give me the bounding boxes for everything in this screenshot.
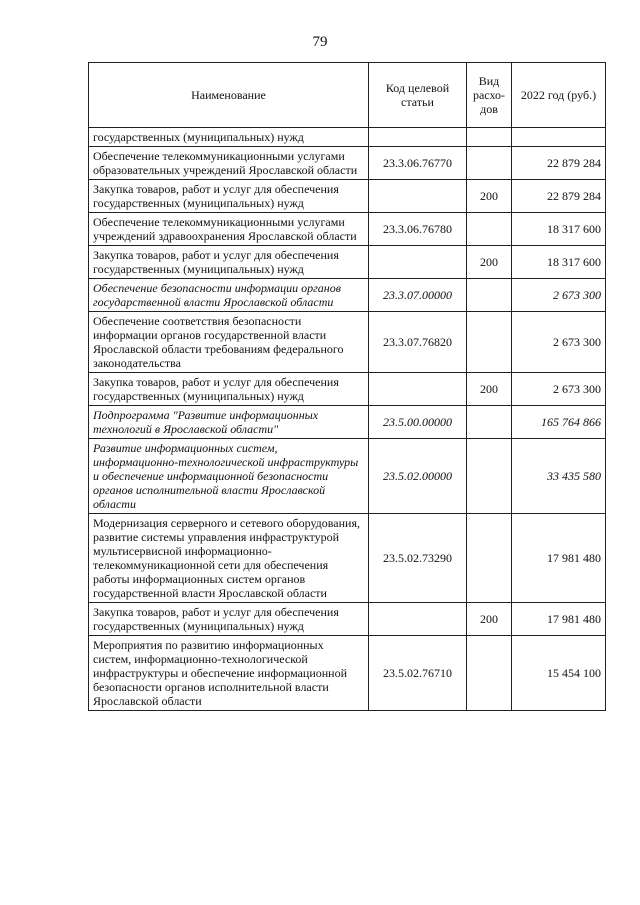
row-code-cell: 23.3.06.76780 — [368, 213, 466, 246]
table-row — [89, 279, 606, 312]
row-vid-cell — [467, 406, 512, 439]
row-vid-cell: 200 — [467, 603, 512, 636]
row-vid-cell — [467, 514, 512, 603]
row-amount-cell: 2 673 300 — [511, 279, 605, 312]
table-row — [89, 636, 606, 711]
row-vid-cell — [467, 636, 512, 711]
header-name: Наименование — [89, 63, 369, 128]
row-vid-cell — [467, 439, 512, 514]
row-code-cell: 23.5.02.76710 — [368, 636, 466, 711]
row-amount-cell: 2 673 300 — [511, 312, 605, 373]
row-vid-cell — [467, 279, 512, 312]
row-vid-cell: 200 — [467, 373, 512, 406]
table-row — [89, 128, 606, 147]
header-vid: Вид расхо-дов — [467, 63, 512, 128]
row-name-cell: Мероприятия по развитию информационных систем, информационно-технологической инфраструктуры и обеспечение информационной безопасности органов исполнительной власти Ярославской области — [89, 636, 369, 711]
row-name-cell: Модернизация серверного и сетевого оборудования, развитие системы управления инфраструктурой мультисервисной информационно-телекоммуникационной сети для обеспечения работы информационных систем органов государственной власти Ярославской области — [89, 514, 369, 603]
row-amount-cell: 18 317 600 — [511, 213, 605, 246]
row-code-cell: 23.3.07.00000 — [368, 279, 466, 312]
table-row — [89, 246, 606, 279]
row-name-cell: государственных (муниципальных) нужд — [89, 128, 369, 147]
table-row — [89, 439, 606, 514]
row-vid-cell — [467, 128, 512, 147]
table-row — [89, 514, 606, 603]
table-body — [89, 128, 606, 711]
row-code-cell — [368, 603, 466, 636]
row-vid-cell — [467, 147, 512, 180]
row-code-cell — [368, 128, 466, 147]
row-amount-cell: 22 879 284 — [511, 147, 605, 180]
row-vid-cell — [467, 213, 512, 246]
row-code-cell: 23.5.00.00000 — [368, 406, 466, 439]
row-name-cell: Обеспечение телекоммуникационными услугами учреждений здравоохранения Ярославской области — [89, 213, 369, 246]
row-name-cell: Подпрограмма "Развитие информационных технологий в Ярославской области" — [89, 406, 369, 439]
table-header-row — [89, 63, 606, 128]
row-name-cell: Закупка товаров, работ и услуг для обеспечения государственных (муниципальных) нужд — [89, 246, 369, 279]
table-row — [89, 373, 606, 406]
row-code-cell — [368, 246, 466, 279]
row-amount-cell: 33 435 580 — [511, 439, 605, 514]
table-row — [89, 213, 606, 246]
table-row — [89, 312, 606, 373]
row-name-cell: Закупка товаров, работ и услуг для обеспечения государственных (муниципальных) нужд — [89, 603, 369, 636]
row-name-cell: Закупка товаров, работ и услуг для обеспечения государственных (муниципальных) нужд — [89, 373, 369, 406]
row-amount-cell — [511, 128, 605, 147]
budget-table — [88, 62, 606, 711]
table-row — [89, 147, 606, 180]
row-amount-cell: 15 454 100 — [511, 636, 605, 711]
row-name-cell: Обеспечение безопасности информации органов государственной власти Ярославской области — [89, 279, 369, 312]
row-code-cell: 23.3.07.76820 — [368, 312, 466, 373]
row-vid-cell: 200 — [467, 180, 512, 213]
row-amount-cell: 165 764 866 — [511, 406, 605, 439]
row-vid-cell: 200 — [467, 246, 512, 279]
row-name-cell: Закупка товаров, работ и услуг для обеспечения государственных (муниципальных) нужд — [89, 180, 369, 213]
row-code-cell — [368, 180, 466, 213]
table-row — [89, 180, 606, 213]
row-name-cell: Обеспечение соответствия безопасности информации органов государственной власти Ярославской области требованиям федерального законодательства — [89, 312, 369, 373]
header-code: Код целевой статьи — [368, 63, 466, 128]
row-code-cell: 23.5.02.00000 — [368, 439, 466, 514]
row-name-cell: Обеспечение телекоммуникационными услугами образовательных учреждений Ярославской области — [89, 147, 369, 180]
row-amount-cell: 2 673 300 — [511, 373, 605, 406]
row-name-cell: Развитие информационных систем, информационно-технологической инфраструктуры и обеспечение информационной безопасности органов исполнительной власти Ярославской области — [89, 439, 369, 514]
row-amount-cell: 17 981 480 — [511, 603, 605, 636]
row-code-cell: 23.5.02.73290 — [368, 514, 466, 603]
row-vid-cell — [467, 312, 512, 373]
header-amount: 2022 год (руб.) — [511, 63, 605, 128]
table-row — [89, 603, 606, 636]
row-code-cell: 23.3.06.76770 — [368, 147, 466, 180]
page-number: 79 — [312, 34, 328, 50]
row-amount-cell: 18 317 600 — [511, 246, 605, 279]
row-amount-cell: 17 981 480 — [511, 514, 605, 603]
row-code-cell — [368, 373, 466, 406]
row-amount-cell: 22 879 284 — [511, 180, 605, 213]
table-row — [89, 406, 606, 439]
